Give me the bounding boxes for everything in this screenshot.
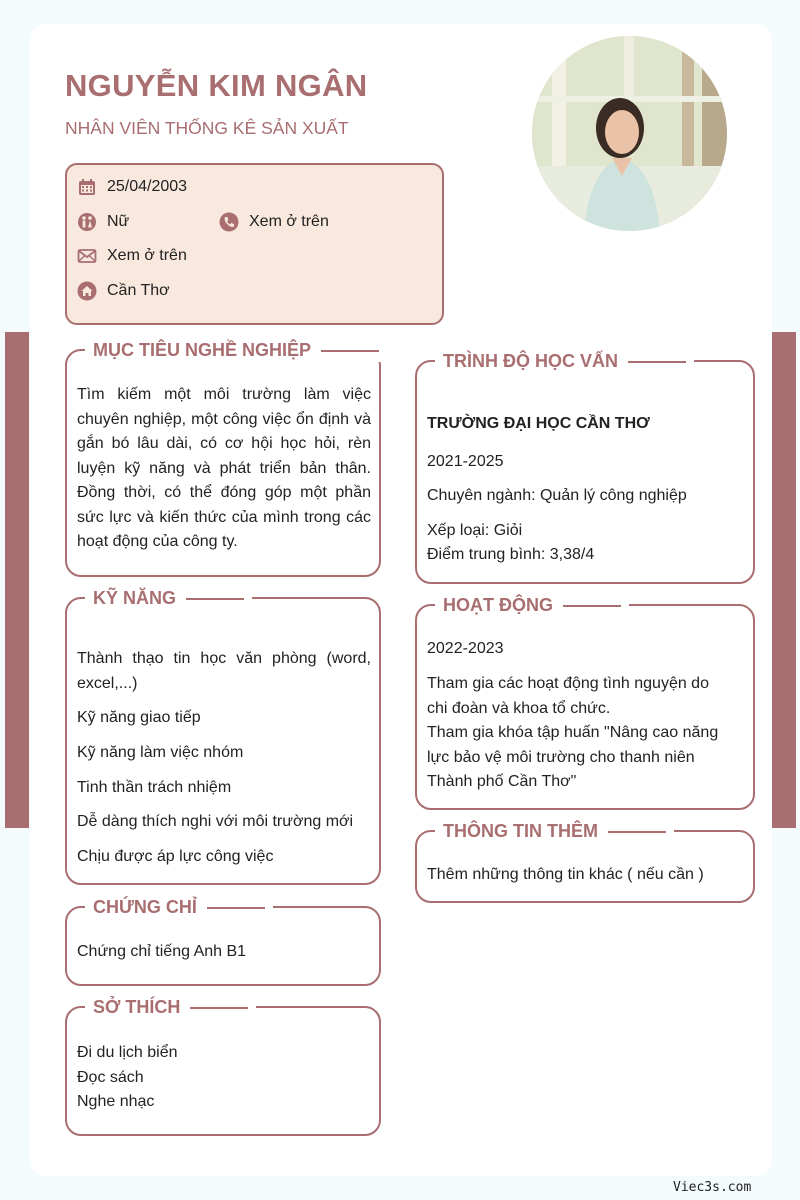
birthday-value: 25/04/2003 [107, 178, 188, 195]
calendar-icon [77, 177, 97, 197]
school-name: TRƯỜNG ĐẠI HỌC CẦN THƠ [427, 415, 650, 432]
more-info-title: THÔNG TIN THÊM [435, 819, 674, 843]
hobbies-section [65, 997, 381, 1136]
education-years: 2021-2025 [427, 453, 504, 470]
gender-icon [77, 212, 97, 232]
skill-item: Chịu được áp lực công việc [77, 848, 274, 865]
hobby-item: Nghe nhạc [77, 1093, 155, 1110]
address-row [77, 281, 170, 301]
candidate-name: NGUYỄN KIM NGÂN [65, 68, 368, 103]
left-accent-bar [5, 332, 29, 828]
education-rank: Xếp loại: Giỏi [427, 522, 523, 539]
certificates-title: CHỨNG CHỈ [85, 895, 273, 919]
site-watermark: Viec3s.com [673, 1180, 752, 1195]
candidate-position: NHÂN VIÊN THỐNG KÊ SẢN XUẤT [65, 118, 349, 138]
more-info-section [415, 821, 755, 903]
education-title: TRÌNH ĐỘ HỌC VẤN [435, 349, 694, 373]
activity-item: Tham gia các hoạt động tình nguyện do chi đoàn và khoa tổ chức. [427, 675, 709, 717]
skill-item: Dễ dàng thích nghi với môi trường mới [77, 813, 354, 830]
hobby-item: Đi du lịch biển [77, 1044, 178, 1061]
objective-section [65, 340, 381, 577]
phone-value: Xem ở trên [249, 213, 329, 230]
skills-section [65, 588, 381, 885]
phone-row[interactable] [219, 212, 329, 232]
profile-photo [532, 36, 727, 231]
education-gpa: Điểm trung bình: 3,38/4 [427, 546, 595, 563]
gender-row [77, 212, 129, 232]
certificates-section [65, 897, 381, 986]
home-icon [77, 281, 97, 301]
certificate-item: Chứng chỉ tiếng Anh B1 [77, 943, 247, 960]
activities-title: HOẠT ĐỘNG [435, 593, 629, 617]
activity-item: Tham gia khóa tập huấn "Nâng cao năng lực bảo vệ môi trường cho thanh niên Thành phố Cần Thơ" [427, 724, 719, 790]
education-major: Chuyên ngành: Quản lý công nghiệp [427, 487, 687, 504]
email-icon [77, 246, 97, 266]
birthday-row [77, 177, 187, 197]
skill-item: Thành thạo tin học văn phòng (word, excel,...) [77, 650, 371, 692]
objective-title: MỤC TIÊU NGHỀ NGHIỆP [85, 338, 387, 362]
skills-title: KỸ NĂNG [85, 586, 252, 610]
activities-years: 2022-2023 [427, 640, 504, 657]
address-value: Cần Thơ [107, 282, 170, 299]
skill-item: Kỹ năng giao tiếp [77, 709, 201, 726]
education-section [415, 351, 755, 584]
right-accent-bar [772, 332, 796, 828]
gender-value: Nữ [107, 213, 130, 230]
skill-item: Kỹ năng làm việc nhóm [77, 744, 244, 761]
more-info-text: Thêm những thông tin khác ( nếu cần ) [427, 866, 704, 883]
hobby-item: Đọc sách [77, 1069, 144, 1086]
objective-text: Tìm kiếm một môi trường làm việc chuyên nghiệp, một công việc ổn định và gắn bó lâu dài, có cơ hội học hỏi, rèn luyện kỹ năng và phát triển bản thân. Đồng thời, có thể đóng góp một phần sức lực và kiến thức của mình trong các hoạt động của công ty. [77, 386, 371, 550]
hobbies-title: SỞ THÍCH [85, 995, 256, 1019]
phone-icon [219, 212, 239, 232]
email-row[interactable] [77, 246, 187, 266]
contact-info-box [65, 163, 444, 325]
skill-item: Tinh thần trách nhiệm [77, 779, 232, 796]
activities-section [415, 595, 755, 810]
email-value: Xem ở trên [107, 247, 187, 264]
